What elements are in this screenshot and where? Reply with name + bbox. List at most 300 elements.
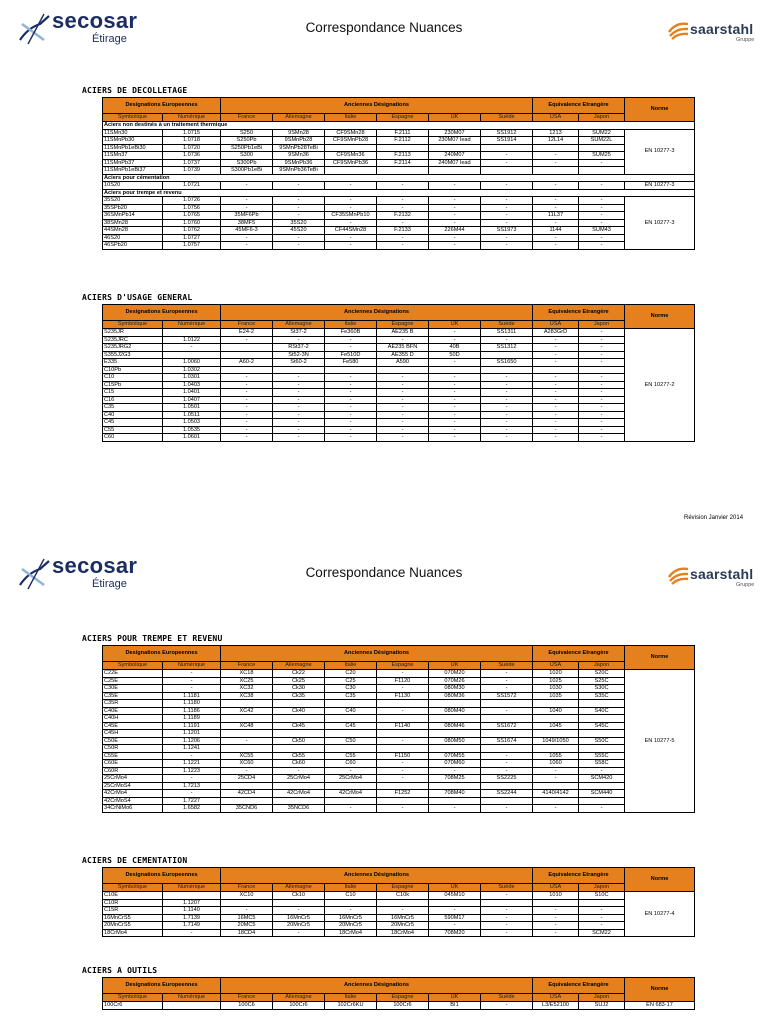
uk-value: - bbox=[429, 396, 481, 404]
japon-value: - bbox=[579, 396, 625, 404]
grade-number: 1.7213 bbox=[163, 782, 221, 790]
usa-value bbox=[533, 715, 579, 723]
grade-symbol: S355J2G3 bbox=[103, 351, 163, 359]
suede-value bbox=[481, 782, 533, 790]
saarstahl-logo bbox=[668, 565, 760, 595]
table-row bbox=[103, 381, 695, 389]
grade-number: - bbox=[163, 752, 221, 760]
header-allemagne: Allemagne bbox=[273, 994, 325, 1002]
header-italie: Italie bbox=[325, 114, 377, 122]
usa-value: 1060 bbox=[533, 760, 579, 768]
japon-value: S25C bbox=[579, 677, 625, 685]
japon-value: - bbox=[579, 159, 625, 167]
allemagne-value: - bbox=[273, 182, 325, 190]
france-value: - bbox=[221, 426, 273, 434]
table-row bbox=[103, 700, 695, 708]
usa-value: A283GrD bbox=[533, 329, 579, 337]
italie-value: CF9SMnPb28 bbox=[325, 137, 377, 145]
usa-value bbox=[533, 782, 579, 790]
uk-value: - bbox=[429, 805, 481, 813]
uk-value: BI1 bbox=[429, 1002, 481, 1010]
header-numerique: Numérique bbox=[163, 114, 221, 122]
allemagne-value: 9SMn28 bbox=[273, 129, 325, 137]
uk-value: - bbox=[429, 359, 481, 367]
uk-value: - bbox=[429, 434, 481, 442]
header-equivalence: Equivalence Etrangère bbox=[533, 305, 625, 321]
espagne-value: - bbox=[377, 907, 429, 915]
norme-value: EN 10277-4 bbox=[625, 892, 695, 937]
france-value: - bbox=[221, 404, 273, 412]
usa-value: - bbox=[533, 219, 579, 227]
section-title-decolletage: ACIERS DE DECOLLETAGE bbox=[82, 86, 188, 95]
table-cementation bbox=[102, 867, 695, 937]
table-row bbox=[103, 219, 695, 227]
suede-value: - bbox=[481, 404, 533, 412]
italie-value: 102Cr6KU bbox=[325, 1002, 377, 1010]
usa-value bbox=[533, 144, 579, 152]
allemagne-value: 42CrMo4 bbox=[273, 790, 325, 798]
japon-value: SUJ2 bbox=[579, 1002, 625, 1010]
table-row bbox=[103, 434, 695, 442]
france-value: 16MC5 bbox=[221, 914, 273, 922]
france-value bbox=[221, 730, 273, 738]
grade-symbol: 46S20 bbox=[103, 234, 163, 242]
grade-number: 1.1201 bbox=[163, 730, 221, 738]
uk-value: - bbox=[429, 234, 481, 242]
grade-number: - bbox=[163, 677, 221, 685]
uk-value: 070M60 bbox=[429, 760, 481, 768]
grade-number: 1.0726 bbox=[163, 197, 221, 205]
header-norme: Norme bbox=[625, 305, 695, 329]
header-symbolique: Symbolique bbox=[103, 114, 163, 122]
usa-value: - bbox=[533, 434, 579, 442]
france-value: - bbox=[221, 374, 273, 382]
grade-symbol: 10S20 bbox=[103, 182, 163, 190]
japon-value: - bbox=[579, 351, 625, 359]
grade-number: 1.0601 bbox=[163, 434, 221, 442]
japon-value bbox=[579, 144, 625, 152]
japon-value: - bbox=[579, 212, 625, 220]
espagne-value bbox=[377, 167, 429, 175]
allemagne-value: 9SMnPb28 bbox=[273, 137, 325, 145]
table-row bbox=[103, 159, 695, 167]
secosar-sub: Étirage bbox=[92, 578, 127, 590]
group-row bbox=[103, 174, 695, 182]
table-row bbox=[103, 752, 695, 760]
japon-value: SCM420 bbox=[579, 775, 625, 783]
header-symbolique: Symbolique bbox=[103, 994, 163, 1002]
usa-value: - bbox=[533, 159, 579, 167]
allemagne-value: - bbox=[273, 767, 325, 775]
header-allemagne: Allemagne bbox=[273, 662, 325, 670]
header-equivalence: Equivalence Etrangère bbox=[533, 978, 625, 994]
header-norme: Norme bbox=[625, 646, 695, 670]
japon-value: S58C bbox=[579, 760, 625, 768]
section-title-trempe-revenu: ACIERS POUR TREMPE ET REVENU bbox=[82, 634, 223, 643]
usa-value: - bbox=[533, 404, 579, 412]
header-uk: UK bbox=[429, 884, 481, 892]
uk-value: 40B bbox=[429, 344, 481, 352]
page-2-header bbox=[0, 545, 768, 605]
grade-number: 1.0736 bbox=[163, 152, 221, 160]
grade-symbol: C10 bbox=[103, 374, 163, 382]
italie-value: - bbox=[325, 242, 377, 250]
italie-value: - bbox=[325, 336, 377, 344]
grade-number: 1.0535 bbox=[163, 426, 221, 434]
header-uk: UK bbox=[429, 994, 481, 1002]
uk-value: 045M10 bbox=[429, 892, 481, 900]
table-row bbox=[103, 411, 695, 419]
italie-value bbox=[325, 700, 377, 708]
grade-number: 1.0122 bbox=[163, 336, 221, 344]
italie-value: Fe580 bbox=[325, 359, 377, 367]
italie-value: CF9SMn28 bbox=[325, 129, 377, 137]
header-numerique: Numérique bbox=[163, 994, 221, 1002]
norme-value: EN 683-17 bbox=[625, 1002, 695, 1010]
espagne-value: - bbox=[377, 219, 429, 227]
italie-value: - bbox=[325, 426, 377, 434]
grade-number: 1.1140 bbox=[163, 907, 221, 915]
table-row bbox=[103, 129, 695, 137]
grade-symbol: 44SMn28 bbox=[103, 227, 163, 235]
usa-value: 1213 bbox=[533, 129, 579, 137]
suede-value: SS1650 bbox=[481, 359, 533, 367]
france-value: XC42 bbox=[221, 707, 273, 715]
grade-number: 1.1241 bbox=[163, 745, 221, 753]
usa-value: 1144 bbox=[533, 227, 579, 235]
espagne-value: F.2132 bbox=[377, 212, 429, 220]
table-row bbox=[103, 336, 695, 344]
france-value: - bbox=[221, 204, 273, 212]
grade-number bbox=[163, 892, 221, 900]
france-value: XC10 bbox=[221, 892, 273, 900]
italie-value: - bbox=[325, 389, 377, 397]
uk-value bbox=[429, 730, 481, 738]
table-row bbox=[103, 685, 695, 693]
header-norme: Norme bbox=[625, 978, 695, 1002]
header-italie: Italie bbox=[325, 884, 377, 892]
grade-symbol: 25CrMoS4 bbox=[103, 782, 163, 790]
espagne-value: 100Cr6 bbox=[377, 1002, 429, 1010]
france-value: - bbox=[221, 767, 273, 775]
allemagne-value: 35S20 bbox=[273, 219, 325, 227]
grade-number: 1.0401 bbox=[163, 389, 221, 397]
italie-value: 20MnCr5 bbox=[325, 922, 377, 930]
table-row bbox=[103, 899, 695, 907]
italie-value: 25CrMo4 bbox=[325, 775, 377, 783]
suede-value: - bbox=[481, 212, 533, 220]
usa-value: - bbox=[533, 344, 579, 352]
allemagne-value: Ck55 bbox=[273, 752, 325, 760]
usa-value: 1040 bbox=[533, 707, 579, 715]
japon-value: - bbox=[579, 914, 625, 922]
suede-value: SS1572 bbox=[481, 692, 533, 700]
japon-value bbox=[579, 167, 625, 175]
usa-value bbox=[533, 745, 579, 753]
italie-value: 18CrMo4 bbox=[325, 929, 377, 937]
japon-value: - bbox=[579, 182, 625, 190]
group-row bbox=[103, 189, 695, 197]
japon-value: S40C bbox=[579, 707, 625, 715]
japon-value: - bbox=[579, 242, 625, 250]
france-value: 38MF5 bbox=[221, 219, 273, 227]
espagne-value bbox=[377, 782, 429, 790]
japon-value: - bbox=[579, 411, 625, 419]
header-japon: Japon bbox=[579, 114, 625, 122]
suede-value: - bbox=[481, 389, 533, 397]
allemagne-value: - bbox=[273, 374, 325, 382]
header-anciennes: Anciennes Désignations bbox=[221, 98, 533, 114]
japon-value: SCM22 bbox=[579, 929, 625, 937]
uk-value: - bbox=[429, 381, 481, 389]
uk-value: 080M36 bbox=[429, 692, 481, 700]
usa-value: - bbox=[533, 336, 579, 344]
france-value: XC32 bbox=[221, 685, 273, 693]
header-usa: USA bbox=[533, 884, 579, 892]
japon-value bbox=[579, 366, 625, 374]
usa-value: - bbox=[533, 914, 579, 922]
espagne-value: - bbox=[377, 242, 429, 250]
table-row bbox=[103, 374, 695, 382]
france-value: XC48 bbox=[221, 722, 273, 730]
usa-value: 4140/4142 bbox=[533, 790, 579, 798]
usa-value: 1020 bbox=[533, 670, 579, 678]
saarstahl-swoosh-icon bbox=[668, 20, 690, 40]
grade-symbol: 11SMnPb30 bbox=[103, 137, 163, 145]
grade-symbol: 25CrMo4 bbox=[103, 775, 163, 783]
grade-number: 1.0501 bbox=[163, 404, 221, 412]
uk-value: 070M20 bbox=[429, 670, 481, 678]
japon-value: - bbox=[579, 434, 625, 442]
suede-value bbox=[481, 730, 533, 738]
uk-value bbox=[429, 700, 481, 708]
allemagne-value: - bbox=[273, 434, 325, 442]
suede-value: - bbox=[481, 426, 533, 434]
header-allemagne: Allemagne bbox=[273, 321, 325, 329]
italie-value: C30 bbox=[325, 685, 377, 693]
grade-symbol: C55E bbox=[103, 752, 163, 760]
grade-symbol: 11SMn30 bbox=[103, 129, 163, 137]
allemagne-value: - bbox=[273, 426, 325, 434]
grade-symbol: 42CrMo4 bbox=[103, 790, 163, 798]
usa-value bbox=[533, 730, 579, 738]
header-anciennes: Anciennes Désignations bbox=[221, 978, 533, 994]
italie-value: - bbox=[325, 374, 377, 382]
japon-value: - bbox=[579, 404, 625, 412]
uk-value: - bbox=[429, 411, 481, 419]
suede-value: - bbox=[481, 752, 533, 760]
italie-value: C40 bbox=[325, 707, 377, 715]
suede-value: SS1912 bbox=[481, 129, 533, 137]
grade-symbol: 11SMn37 bbox=[103, 152, 163, 160]
uk-value: 708M25 bbox=[429, 775, 481, 783]
italie-value: Fe510D bbox=[325, 351, 377, 359]
grade-symbol: C15 bbox=[103, 389, 163, 397]
uk-value: 590M17 bbox=[429, 914, 481, 922]
suede-value: - bbox=[481, 1002, 533, 1010]
uk-value bbox=[429, 782, 481, 790]
uk-value bbox=[429, 745, 481, 753]
suede-value: SS1674 bbox=[481, 737, 533, 745]
france-value: XC38 bbox=[221, 692, 273, 700]
suede-value: - bbox=[481, 152, 533, 160]
grade-number bbox=[163, 329, 221, 337]
japon-value: - bbox=[579, 359, 625, 367]
header-france: France bbox=[221, 321, 273, 329]
allemagne-value: RSt37-2 bbox=[273, 344, 325, 352]
espagne-value: - bbox=[377, 775, 429, 783]
espagne-value: - bbox=[377, 374, 429, 382]
header-suede: Suède bbox=[481, 662, 533, 670]
uk-value: 708M40 bbox=[429, 790, 481, 798]
japon-value bbox=[579, 730, 625, 738]
espagne-value: F.2113 bbox=[377, 152, 429, 160]
espagne-value: F1140 bbox=[377, 722, 429, 730]
japon-value: S50C bbox=[579, 737, 625, 745]
allemagne-value: - bbox=[273, 381, 325, 389]
italie-value: C25 bbox=[325, 677, 377, 685]
espagne-value: - bbox=[377, 381, 429, 389]
grade-number: - bbox=[163, 929, 221, 937]
header-usa: USA bbox=[533, 994, 579, 1002]
grade-number: 1.0301 bbox=[163, 374, 221, 382]
header-espagne: Espagne bbox=[377, 321, 429, 329]
uk-value: 080M50 bbox=[429, 737, 481, 745]
usa-value: 1045 bbox=[533, 722, 579, 730]
japon-value: - bbox=[579, 374, 625, 382]
saarstahl-brand: saarstahl bbox=[690, 566, 754, 582]
header-designations: Designations Europeennes bbox=[103, 305, 221, 321]
table-trempe-revenu bbox=[102, 645, 695, 813]
allemagne-value bbox=[273, 782, 325, 790]
secosar-brand: secosar bbox=[52, 553, 138, 578]
espagne-value: - bbox=[377, 234, 429, 242]
table-row bbox=[103, 204, 695, 212]
allemagne-value: Ck35 bbox=[273, 692, 325, 700]
table-row bbox=[103, 722, 695, 730]
france-value bbox=[221, 344, 273, 352]
italie-value bbox=[325, 899, 377, 907]
usa-value bbox=[533, 700, 579, 708]
grade-number: 1.0407 bbox=[163, 396, 221, 404]
grade-symbol: C45 bbox=[103, 419, 163, 427]
japon-value: SUM22 bbox=[579, 129, 625, 137]
japon-value: - bbox=[579, 204, 625, 212]
espagne-value bbox=[377, 366, 429, 374]
uk-value bbox=[429, 167, 481, 175]
table-row bbox=[103, 396, 695, 404]
table-decolletage bbox=[102, 97, 695, 250]
grade-symbol: C16 bbox=[103, 396, 163, 404]
france-value: - bbox=[221, 411, 273, 419]
allemagne-value bbox=[273, 730, 325, 738]
italie-value: C20 bbox=[325, 670, 377, 678]
table-row bbox=[103, 197, 695, 205]
usa-value: - bbox=[533, 426, 579, 434]
header-allemagne: Allemagne bbox=[273, 114, 325, 122]
japon-value: S45C bbox=[579, 722, 625, 730]
italie-value: C50 bbox=[325, 737, 377, 745]
japon-value: - bbox=[579, 219, 625, 227]
header-espagne: Espagne bbox=[377, 994, 429, 1002]
uk-value: 240M07 lead bbox=[429, 159, 481, 167]
uk-value: - bbox=[429, 212, 481, 220]
japon-value: SCM440 bbox=[579, 790, 625, 798]
header-france: France bbox=[221, 884, 273, 892]
allemagne-value: 100Cr6 bbox=[273, 1002, 325, 1010]
table-row bbox=[103, 922, 695, 930]
italie-value: - bbox=[325, 396, 377, 404]
allemagne-value: St52-3N bbox=[273, 351, 325, 359]
grade-number: 1.0715 bbox=[163, 129, 221, 137]
table-row bbox=[103, 715, 695, 723]
uk-value: 240M07 bbox=[429, 152, 481, 160]
espagne-value: - bbox=[377, 805, 429, 813]
espagne-value: - bbox=[377, 404, 429, 412]
table-row bbox=[103, 389, 695, 397]
uk-value: - bbox=[429, 907, 481, 915]
table-row bbox=[103, 144, 695, 152]
espagne-value: - bbox=[377, 670, 429, 678]
header-designations: Designations Europeennes bbox=[103, 978, 221, 994]
japon-value: - bbox=[579, 381, 625, 389]
grade-symbol: 11SMnPb37 bbox=[103, 159, 163, 167]
japon-value: - bbox=[579, 329, 625, 337]
grade-symbol: C35R bbox=[103, 700, 163, 708]
header-italie: Italie bbox=[325, 321, 377, 329]
suede-value: - bbox=[481, 381, 533, 389]
espagne-value: - bbox=[377, 760, 429, 768]
grade-symbol: 34CrNiMo6 bbox=[103, 805, 163, 813]
japon-value: S35C bbox=[579, 692, 625, 700]
usa-value: - bbox=[533, 389, 579, 397]
france-value: S300Pb1eBi bbox=[221, 167, 273, 175]
uk-value: - bbox=[429, 389, 481, 397]
usa-value: - bbox=[533, 374, 579, 382]
table-row bbox=[103, 242, 695, 250]
grade-number bbox=[163, 1002, 221, 1010]
france-value bbox=[221, 351, 273, 359]
france-value: S250Pb1eBi bbox=[221, 144, 273, 152]
espagne-value: - bbox=[377, 389, 429, 397]
suede-value: - bbox=[481, 182, 533, 190]
suede-value bbox=[481, 700, 533, 708]
suede-value: - bbox=[481, 434, 533, 442]
secosar-sub: Étirage bbox=[92, 33, 127, 45]
espagne-value: - bbox=[377, 685, 429, 693]
uk-value: - bbox=[429, 242, 481, 250]
header-equivalence: Equivalence Etrangère bbox=[533, 868, 625, 884]
header-usa: USA bbox=[533, 662, 579, 670]
page-title: Correspondance Nuances bbox=[305, 565, 463, 580]
suede-value bbox=[481, 797, 533, 805]
suede-value: - bbox=[481, 197, 533, 205]
grade-symbol: C10R bbox=[103, 899, 163, 907]
header-equivalence: Equivalence Etrangère bbox=[533, 98, 625, 114]
italie-value: - bbox=[325, 404, 377, 412]
france-value: 20MC5 bbox=[221, 922, 273, 930]
grade-number: 1.0511 bbox=[163, 411, 221, 419]
uk-value: - bbox=[429, 767, 481, 775]
table-row bbox=[103, 707, 695, 715]
suede-value: - bbox=[481, 204, 533, 212]
grade-number: 1.0756 bbox=[163, 204, 221, 212]
secosar-brand: secosar bbox=[52, 8, 138, 33]
table-row bbox=[103, 234, 695, 242]
france-value: XC25 bbox=[221, 677, 273, 685]
table-row bbox=[103, 167, 695, 175]
allemagne-value: St60-2 bbox=[273, 359, 325, 367]
